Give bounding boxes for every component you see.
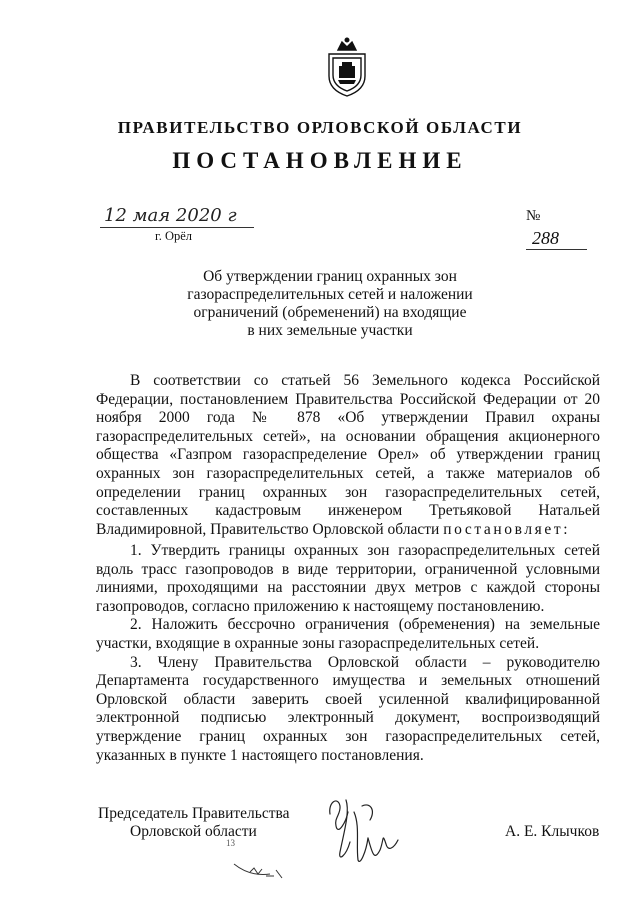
document-city: г. Орёл [155,229,193,243]
subject-line: ограничений (обременений) на входящие [193,304,467,321]
stamp-number: 13 [226,838,235,848]
subject-line: газораспределительных сетей и наложении [187,286,473,303]
coat-of-arms-icon [324,36,370,98]
preamble-text: В соответствии со статьей 56 Земельного кодекса Российской Федерации, постановлением Правительства Российской Федерации от 20 ноября 2000 года № 878 «Об утверждении Правил охраны газораспределительных сетей», на основании обращения акционерного общества «Газпром газораспределение Орел» об утверждении границ охранных зон газораспределительных сетей, а также материалов об определении границ охранных зон газораспределительных сетей, составленных кадастровым инженером Третьяковой Натальей Владимировной, Правительство Орловской области [96,372,600,538]
subject-line: в них земельные участки [247,322,413,339]
subject-line: Об утверждении границ охранных зон [203,268,457,285]
signer-name: А. Е. Клычков [505,823,600,840]
signer-title [98,805,290,841]
signer-title-line: Председатель Правительства [98,805,290,822]
preamble-paragraph [96,372,600,539]
resolve-word: постановляет: [443,520,571,538]
document-type: ПОСТАНОВЛЕНИЕ [172,148,468,173]
number-value: 288 [526,227,587,250]
document-subject [180,268,480,340]
resolution-item: 2. Наложить бессрочно ограничения (обременения) на земельные участки, входящие в охранные зоны газораспределительных сетей. [96,616,600,652]
resolution-items [96,542,600,765]
signer-title-line: Орловской области [130,823,257,840]
resolution-item: 1. Утвердить границы охранных зон газораспределительных сетей вдоль трасс газопроводов в виде территории, ограниченной условными линиями, проходящими на расстоянии двух метров с каждой стороны газопроводов, согласно приложению к настоящему постановлению. [96,542,600,615]
handwritten-signature [310,792,405,872]
document-date: 12 мая 2020 г [100,205,254,228]
document-number [526,205,602,251]
resolution-item: 3. Члену Правительства Орловской области – руководителю Департамента государственного имущества и земельных отношений Орловской области заверить своей усиленной квалифицированной электронной подписью электронный документ, воспроизводящий утверждение границ охранных зон газораспределительных сетей, указанных в пункте 1 настоящего постановления. [96,653,600,764]
government-title: ПРАВИТЕЛЬСТВО ОРЛОВСКОЙ ОБЛАСТИ [117,118,523,137]
stamp-mark-icon [230,858,290,882]
number-prefix: № [526,208,541,224]
